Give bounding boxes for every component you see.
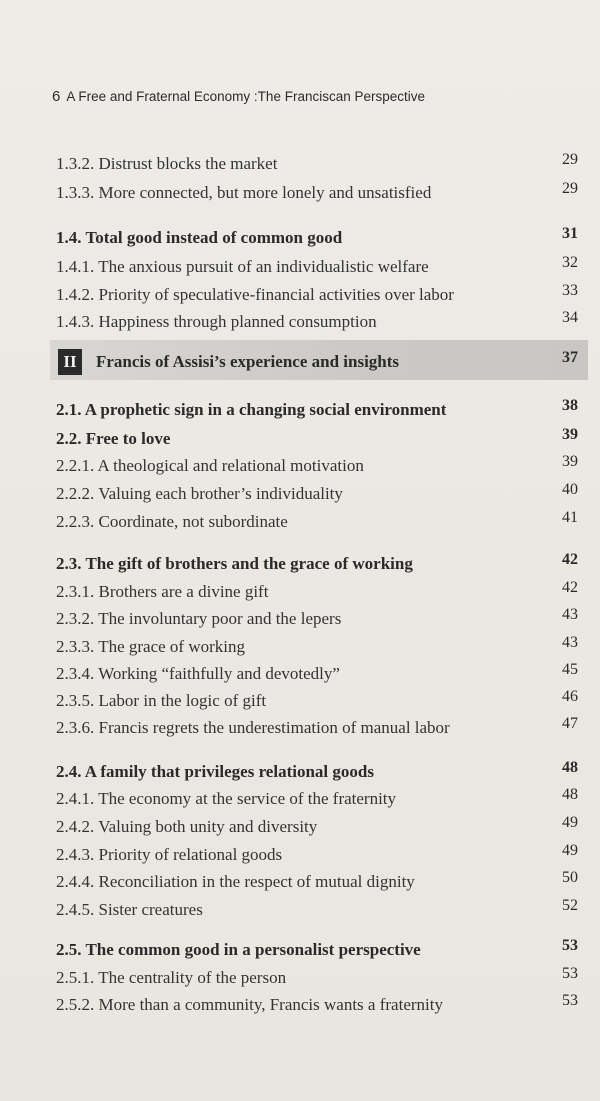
toc-entry-2-4-3[interactable] xyxy=(0,843,600,867)
toc-entry-label: 2.4.2. Valuing both unity and diversity xyxy=(56,817,318,836)
toc-entry-page: 32 xyxy=(562,254,578,271)
toc-entry-2-4-4[interactable] xyxy=(0,870,600,894)
toc-section-label: 2.1. A prophetic sign in a changing social environment xyxy=(56,400,447,419)
toc-entry-label: 2.3.1. Brothers are a divine gift xyxy=(56,582,269,601)
toc-entry-label: 2.3.4. Working “faithfully and devotedly” xyxy=(56,664,340,683)
toc-entry-label: 2.5.2. More than a community, Francis wants a fraternity xyxy=(56,995,443,1014)
toc-entry-page: 48 xyxy=(562,786,578,803)
toc-entry-label: 2.3.2. The involuntary poor and the lepers xyxy=(56,609,342,628)
toc-entry-2-3-5[interactable] xyxy=(0,689,600,713)
toc-entry-label: 2.4.3. Priority of relational goods xyxy=(56,845,283,864)
toc-entry-2-4-5[interactable] xyxy=(0,898,600,922)
toc-entry-2-4-1[interactable] xyxy=(0,787,600,811)
toc-section-2-5[interactable] xyxy=(0,938,600,962)
toc-entry-2-5-1[interactable] xyxy=(0,966,600,990)
toc-entry-label: 2.2.3. Coordinate, not subordinate xyxy=(56,512,288,531)
toc-section-page: 48 xyxy=(562,759,578,776)
toc-entry-label: 2.5.1. The centrality of the person xyxy=(56,968,287,987)
toc-entry-page: 53 xyxy=(562,965,578,982)
toc-entry-1-4-2[interactable] xyxy=(0,283,600,307)
toc-entry-1-3-3[interactable] xyxy=(0,181,600,205)
toc-entry-label: 2.3.5. Labor in the logic of gift xyxy=(56,691,267,710)
toc-entry-1-4-1[interactable] xyxy=(0,255,600,279)
toc-entry-page: 53 xyxy=(562,992,578,1009)
toc-entry-page: 45 xyxy=(562,661,578,678)
toc-entry-page: 33 xyxy=(562,282,578,299)
toc-entry-2-5-2[interactable] xyxy=(0,993,600,1017)
toc-section-2-4[interactable] xyxy=(0,760,600,784)
toc-entry-1-4-3[interactable] xyxy=(0,310,600,334)
toc-section-page: 42 xyxy=(562,551,578,568)
toc-section-2-1[interactable] xyxy=(0,398,600,422)
toc-entry-label: 2.2.1. A theological and relational motivation xyxy=(56,456,364,475)
toc-entry-2-2-3[interactable] xyxy=(0,510,600,534)
toc-entry-1-3-2[interactable] xyxy=(0,152,600,176)
toc-section-page: 39 xyxy=(562,426,578,443)
toc-entry-label: 2.3.3. The grace of working xyxy=(56,637,245,656)
toc-entry-page: 41 xyxy=(562,509,578,526)
toc-entry-label: 1.3.2. Distrust blocks the market xyxy=(56,154,278,173)
part-page-number: 37 xyxy=(562,349,578,366)
toc-entry-page: 29 xyxy=(562,180,578,197)
toc-entry-page: 52 xyxy=(562,897,578,914)
toc-section-label: 2.4. A family that privileges relational goods xyxy=(56,762,374,781)
toc-entry-label: 2.3.6. Francis regrets the underestimation of manual labor xyxy=(56,718,450,737)
header-page-number: 6 xyxy=(52,88,61,105)
toc-entry-page: 42 xyxy=(562,579,578,596)
toc-entry-label: 2.2.2. Valuing each brother’s individuality xyxy=(56,484,343,503)
toc-section-2-3[interactable] xyxy=(0,552,600,576)
toc-entry-label: 2.4.4. Reconciliation in the respect of mutual dignity xyxy=(56,872,415,891)
toc-section-1-4[interactable] xyxy=(0,226,600,250)
header-book-title: A Free and Fraternal Economy :The Franciscan Perspective xyxy=(66,89,426,104)
toc-entry-label: 2.4.1. The economy at the service of the fraternity xyxy=(56,789,397,808)
toc-section-page: 53 xyxy=(562,937,578,954)
toc-entry-2-2-1[interactable] xyxy=(0,454,600,478)
toc-entry-page: 46 xyxy=(562,688,578,705)
toc-section-label: 2.2. Free to love xyxy=(56,429,171,448)
part-number-badge: II xyxy=(58,349,82,375)
toc-section-page: 38 xyxy=(562,397,578,414)
part-title[interactable]: Francis of Assisi’s experience and insights xyxy=(96,352,400,371)
toc-section-label: 2.3. The gift of brothers and the grace of working xyxy=(56,554,413,573)
running-header xyxy=(52,88,425,105)
toc-entry-label: 1.4.2. Priority of speculative-financial activities over labor xyxy=(56,285,454,304)
toc-entry-page: 34 xyxy=(562,309,578,326)
toc-entry-label: 1.3.3. More connected, but more lonely and unsatisfied xyxy=(56,183,432,202)
toc-entry-label: 2.4.5. Sister creatures xyxy=(56,900,203,919)
toc-entry-2-2-2[interactable] xyxy=(0,482,600,506)
toc-entry-2-3-1[interactable] xyxy=(0,580,600,604)
toc-entry-2-3-4[interactable] xyxy=(0,662,600,686)
toc-section-label: 1.4. Total good instead of common good xyxy=(56,228,343,247)
toc-entry-page: 49 xyxy=(562,814,578,831)
toc-entry-label: 1.4.3. Happiness through planned consumption xyxy=(56,312,377,331)
toc-entry-page: 29 xyxy=(562,151,578,168)
toc-section-2-2[interactable] xyxy=(0,427,600,451)
toc-entry-page: 43 xyxy=(562,606,578,623)
toc-entry-page: 47 xyxy=(562,715,578,732)
toc-entry-page: 50 xyxy=(562,869,578,886)
toc-entry-page: 43 xyxy=(562,634,578,651)
toc-entry-2-3-3[interactable] xyxy=(0,635,600,659)
toc-entry-2-3-6[interactable] xyxy=(0,716,600,740)
toc-entry-2-3-2[interactable] xyxy=(0,607,600,631)
toc-entry-page: 40 xyxy=(562,481,578,498)
toc-entry-2-4-2[interactable] xyxy=(0,815,600,839)
toc-section-page: 31 xyxy=(562,225,578,242)
toc-entry-label: 1.4.1. The anxious pursuit of an individualistic welfare xyxy=(56,257,429,276)
toc-entry-page: 49 xyxy=(562,842,578,859)
toc-section-label: 2.5. The common good in a personalist perspective xyxy=(56,940,421,959)
toc-entry-page: 39 xyxy=(562,453,578,470)
